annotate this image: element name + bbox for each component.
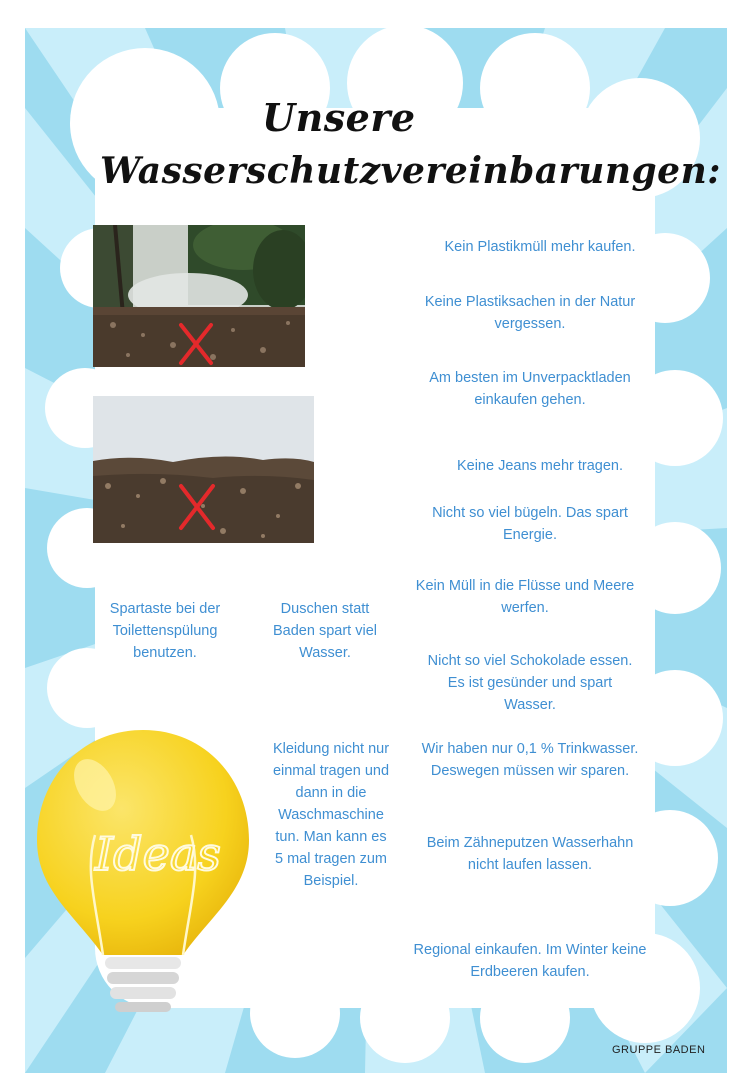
garbage-heap-photo [93,396,314,543]
note-reuse-clothes: Kleidung nicht nur einmal tragen und dann in die Waschmaschine tun. Man kann es 5 mal tragen zum Beispiel. [272,741,390,889]
note-less-ironing: Nicht so viel bügeln. Das spart Energie. [432,505,628,543]
note-drinking-water: Wir haben nur 0,1 % Trinkwasser. Deswegen müssen wir sparen. [421,741,639,779]
note-less-chocolate: Nicht so viel Schokolade essen. Es ist gesünder und spart Wasser. [427,653,633,713]
note-regional-shopping: Regional einkaufen. Im Winter keine Erdbeeren kaufen. [413,942,647,980]
lightbulb-illustration [25,725,275,1029]
note-no-jeans: Keine Jeans mehr tragen. [456,458,624,474]
title-line-1: Unsere [262,95,416,140]
note-tap-off: Beim Zähneputzen Wasserhahn nicht laufen lassen. [426,835,634,873]
note-no-plastic: Kein Plastikmüll mehr kaufen. [444,239,636,255]
bulb-label: Ideas [95,827,221,881]
burning-garbage-photo [93,225,305,367]
note-bulk-store: Am besten im Unverpacktladen einkaufen gehen. [429,370,631,408]
note-flush-button: Spartaste bei der Toilettenspülung benutzen. [109,601,221,661]
footer-group-name: GRUPPE BADEN [612,1044,706,1056]
note-shower-not-bath: Duschen statt Baden spart viel Wasser. [273,601,377,661]
note-no-plastic-in-nature: Keine Plastiksachen in der Natur vergessen. [424,294,636,332]
note-no-litter-waters: Kein Müll in die Flüsse und Meere werfen. [415,578,635,616]
title-line-2: Wasserschutzvereinbarungen: [100,150,722,192]
